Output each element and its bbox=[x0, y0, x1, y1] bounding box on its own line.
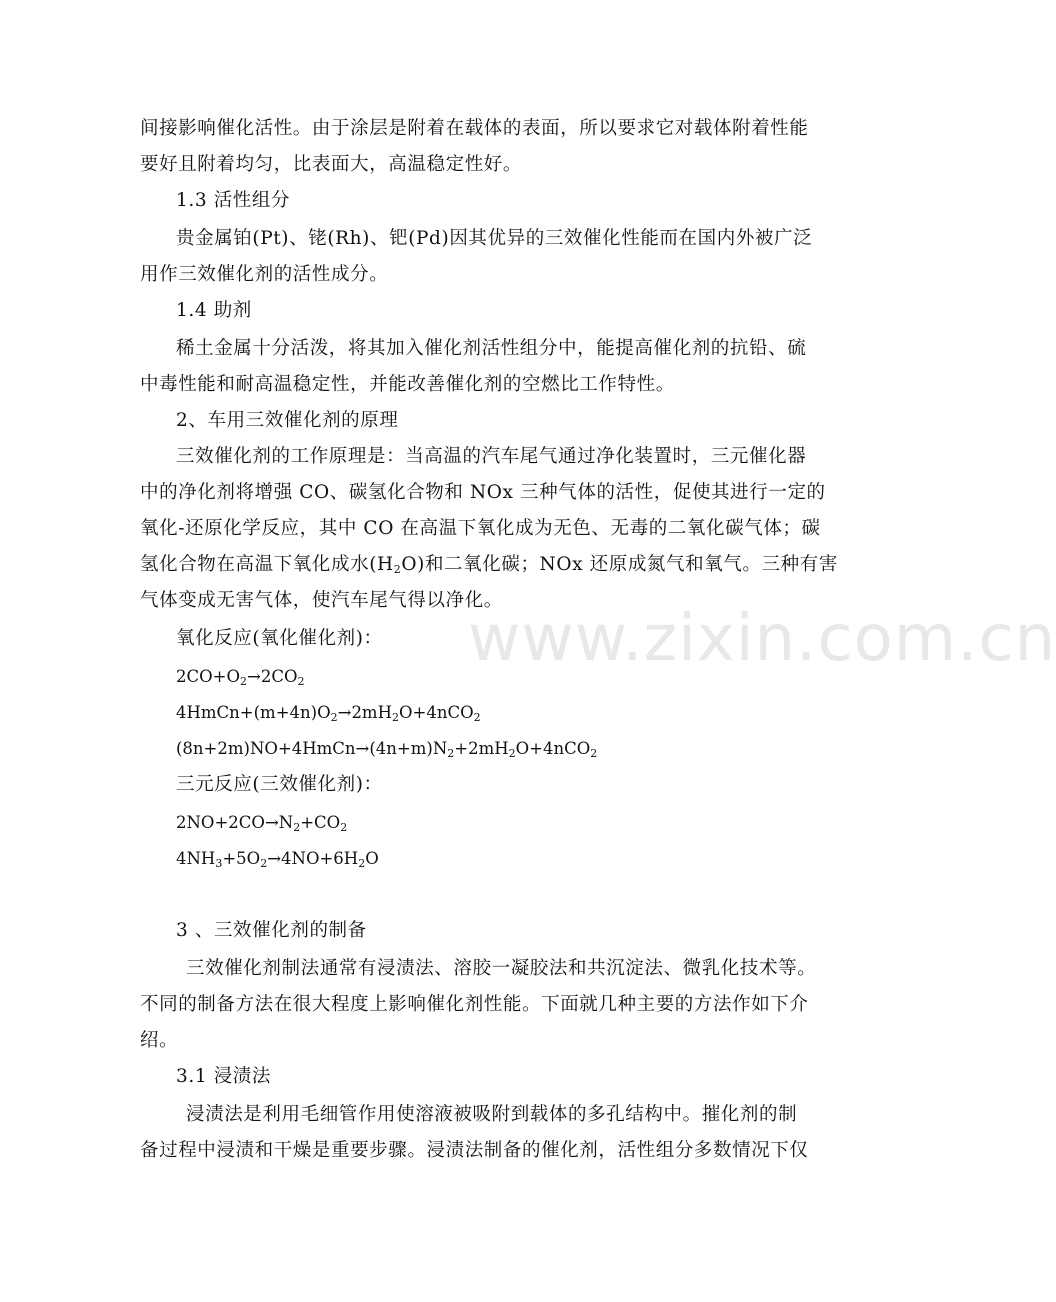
equation-three-way-no-co: $2NO+2CO\to N_2+CO_2$ bbox=[176, 813, 348, 834]
equation-oxidation-hc: $4HmCn+(m+4n)O_2\to 2mH_2O+4nCO_2$ bbox=[176, 703, 481, 724]
paragraph-line: 氧化反应(氧化催化剂)： bbox=[176, 628, 383, 649]
equation-oxidation-no: $(8n+2m)NO+4HmCn\to(4n+m)N_2+2mH_2O+4nCO_2$ bbox=[176, 739, 598, 760]
text-segment: 氢化合物在高温下氧化成水(H bbox=[140, 554, 394, 575]
section-heading: 3 、三效催化剂的制备 bbox=[176, 920, 367, 941]
section-heading: 1.4 助剂 bbox=[176, 300, 252, 321]
paragraph-line: 中的净化剂将增强 CO、碳氢化合物和 NOx 三种气体的活性，促使其进行一定的 bbox=[140, 482, 826, 503]
section-heading: 2、车用三效催化剂的原理 bbox=[176, 410, 399, 431]
paragraph-line: 中毒性能和耐高温稳定性，并能改善催化剂的空燃比工作特性。 bbox=[140, 374, 675, 395]
paragraph-line: 三效催化剂的工作原理是：当高温的汽车尾气通过净化装置时，三元催化器 bbox=[176, 446, 807, 467]
paragraph-line: 要好且附着均匀，比表面大，高温稳定性好。 bbox=[140, 154, 523, 175]
paragraph-line: 浸渍法是利用毛细管作用使溶液被吸附到载体的多孔结构中。摧化剂的制 bbox=[186, 1104, 798, 1125]
paragraph-line: 用作三效催化剂的活性成分。 bbox=[140, 264, 389, 285]
paragraph-line: 氧化-还原化学反应，其中 CO 在高温下氧化成为无色、无毒的二氧化碳气体；碳 bbox=[140, 518, 821, 539]
paragraph-line: 三效催化剂制法通常有浸渍法、溶胶一凝胶法和共沉淀法、微乳化技术等。 bbox=[186, 958, 817, 979]
paragraph-line: 不同的制备方法在很大程度上影响催化剂性能。下面就几种主要的方法作如下介 bbox=[140, 994, 809, 1015]
paragraph-line: 绍。 bbox=[140, 1030, 179, 1051]
equation-oxidation-co: $2CO+O_2\to 2CO_2$ bbox=[176, 667, 305, 688]
watermark: www.zixin.com.cn bbox=[468, 602, 1056, 676]
paragraph-line: 间接影响催化活性。由于涂层是附着在载体的表面，所以要求它对载体附着性能 bbox=[140, 118, 809, 139]
section-heading: 1.3 活性组分 bbox=[176, 190, 291, 211]
equation-three-way-nh3: $4NH_3+5O_2\to 4NO+6H_2O$ bbox=[176, 849, 379, 870]
text-segment: O)和二氧化碳；NOx 还原成氮气和氧气。三种有害 bbox=[401, 554, 838, 575]
subscript: 2 bbox=[393, 563, 402, 576]
paragraph-line: 备过程中浸渍和干燥是重要步骤。浸渍法制备的催化剂，活性组分多数情况下仅 bbox=[140, 1140, 809, 1161]
section-heading: 3.1 浸渍法 bbox=[176, 1066, 272, 1087]
paragraph-line: 三元反应(三效催化剂)： bbox=[176, 774, 383, 795]
paragraph-line: 气体变成无害气体，使汽车尾气得以净化。 bbox=[140, 590, 503, 611]
paragraph-line: 稀土金属十分活泼，将其加入催化剂活性组分中，能提高催化剂的抗铅、硫 bbox=[176, 338, 807, 359]
paragraph-line bbox=[140, 552, 838, 578]
paragraph-line: 贵金属铂(Pt)、铑(Rh)、钯(Pd)因其优异的三效催化性能而在国内外被广泛 bbox=[176, 228, 813, 249]
